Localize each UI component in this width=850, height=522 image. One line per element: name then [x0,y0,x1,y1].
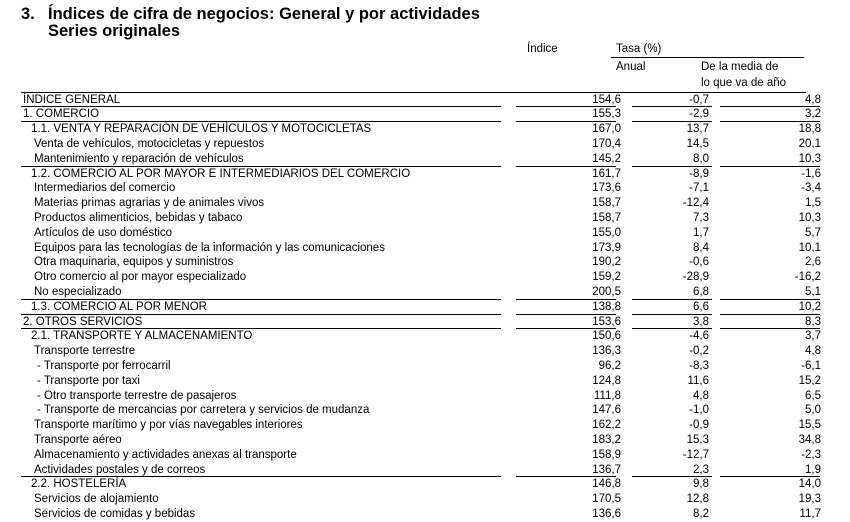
row-label: Transporte aéreo [34,433,122,446]
table-row [21,137,821,152]
row-tasa-media: 8,3 [805,315,821,328]
row-tasa-anual: 14,5 [686,137,709,150]
row-tasa-anual: 4,8 [693,389,709,402]
row-label: Artículos de uso doméstico [34,226,173,239]
row-separator [21,476,501,477]
row-separator [632,166,712,167]
table-row [21,507,821,522]
row-separator [632,106,712,107]
row-label: 2.2. HOSTELERÍA [31,478,127,491]
row-label: Otro comercio al por mayor especializado [34,271,247,284]
row-separator [516,106,616,107]
table-row [21,492,821,507]
row-tasa-anual: 15,3 [686,433,709,446]
row-indice: 154,6 [592,93,621,106]
row-indice: 190,2 [592,256,621,269]
row-label: Transporte marítimo y por vías navegables interiores [34,419,303,432]
row-separator [516,121,616,122]
row-indice: 136,3 [592,345,621,358]
row-tasa-anual: -2,9 [689,108,709,121]
row-separator [516,166,616,167]
row-indice: 153,6 [592,315,621,328]
row-separator [720,314,820,315]
row-label: Venta de vehículos, motocicletas y repuestos [34,137,265,150]
row-tasa-media: 5,1 [805,285,821,298]
row-label: 1.1. VENTA Y REPARACIÓN DE VEHÍCULOS Y MOTOCICLETAS [31,123,372,136]
row-label: 1.2. COMERCIO AL POR MAYOR E INTERMEDIARIOS DEL COMERCIO [31,167,411,180]
row-label: No especializado [34,285,122,298]
table-row [21,122,821,137]
row-tasa-anual: 11,6 [687,374,709,387]
row-indice: 170,5 [592,493,621,506]
row-indice: 150,6 [592,330,621,343]
row-separator [720,299,820,300]
table-subtitle: Series originales [48,22,181,40]
row-label: Productos alimenticios, bebidas y tabaco [34,211,243,224]
header-tasa-rule [611,57,804,58]
row-label: Otra maquinaria, equipos y suministros [34,256,234,269]
header-media-line1: De la media de [701,61,779,73]
row-tasa-anual: 6,8 [693,285,709,298]
row-tasa-anual: -0,9 [689,419,709,432]
row-indice: 158,7 [592,197,621,210]
table-title [21,6,480,23]
row-tasa-anual: 1,7 [693,226,709,239]
row-tasa-anual: -0,7 [689,93,709,106]
row-tasa-anual: 12,8 [686,493,709,506]
table-row [21,167,821,182]
row-indice: 136,7 [592,463,621,476]
row-tasa-anual: 2,3 [693,463,709,476]
row-indice: 161,7 [592,167,621,180]
table-row [21,285,821,300]
row-indice: 145,2 [592,152,621,165]
row-separator [720,328,820,329]
row-indice: 111,8 [593,389,621,402]
row-tasa-media: 10,3 [798,152,821,165]
row-tasa-anual: -1,0 [689,404,709,417]
row-tasa-anual: 7,3 [693,211,709,224]
row-label: Actividades postales y de correos [34,463,206,476]
row-tasa-media: 5,0 [805,404,821,417]
row-tasa-media: -16,2 [794,271,821,284]
row-separator [632,328,712,329]
row-tasa-media: 6,5 [805,389,821,402]
row-separator [21,106,501,107]
row-label: Materias primas agrarias y de animales vivos [34,197,265,210]
row-label: Mantenimiento y reparación de vehículos [34,152,244,165]
row-tasa-anual: 8,0 [693,152,709,165]
header-media-line2: lo que va de año [701,77,787,89]
header-tasa: Tasa (%) [616,43,662,55]
table-row [21,389,821,404]
row-label: 2. OTROS SERVICIOS [23,315,143,328]
table-row [21,241,821,256]
row-separator [632,314,712,315]
row-indice: 136,6 [592,507,621,520]
row-tasa-anual: 8,2 [693,507,709,520]
row-tasa-anual: 9,8 [693,478,709,491]
table-row [21,463,821,478]
table-row [21,107,821,122]
row-tasa-media: -6,1 [801,359,821,372]
row-tasa-anual: -12,7 [682,448,709,461]
row-label: Intermediarios del comercio [34,182,176,195]
row-tasa-media: 3,7 [805,330,821,343]
row-tasa-anual: 6,6 [693,300,709,313]
row-indice: 183,2 [592,433,621,446]
row-tasa-media: 4,8 [805,345,821,358]
row-separator [21,299,501,300]
row-tasa-media: -1,6 [801,167,821,180]
row-label: Servicios de alojamiento [34,493,159,506]
row-label: Equipos para las tecnologías de la información y las comunicaciones [34,241,385,254]
table-row [21,433,821,448]
row-separator [21,121,501,122]
table-row [21,329,821,344]
row-tasa-media: 2,6 [805,256,821,269]
row-tasa-media: -2,3 [801,448,821,461]
row-indice: 158,9 [592,448,621,461]
row-indice: 138,8 [592,300,621,313]
table-row [21,477,821,492]
row-tasa-anual: -28,9 [682,271,709,284]
row-tasa-media: 1,5 [805,197,821,210]
row-tasa-media: 10,3 [798,211,821,224]
row-separator [21,166,501,167]
row-separator [720,166,820,167]
table-row [21,403,821,418]
table-row [21,270,821,285]
row-tasa-media: 1,9 [805,463,821,476]
row-label: Servicios de comidas y bebidas [34,507,196,520]
table-row [21,374,821,389]
row-indice: 124,8 [592,374,621,387]
table-row [21,93,821,108]
row-tasa-media: 18,8 [798,123,821,136]
table-row [21,211,821,226]
row-tasa-media: -3,4 [801,182,821,195]
row-tasa-media: 3,2 [805,108,821,121]
row-label: - Transporte de mercancias por carretera y servicios de mudanza [37,404,370,417]
row-tasa-anual: -8,3 [689,359,709,372]
row-tasa-anual: 8,4 [693,241,709,254]
row-tasa-media: 11,7 [799,507,821,520]
table-row [21,181,821,196]
row-label: Almacenamiento y actividades anexas al transporte [34,448,297,461]
row-label: - Transporte por taxi [37,374,140,387]
row-tasa-media: 10,2 [798,300,821,313]
table-row [21,448,821,463]
row-tasa-media: 15,2 [798,374,821,387]
table-row [21,315,821,330]
row-separator [516,299,616,300]
row-tasa-media: 20,1 [798,137,821,150]
row-separator [720,476,820,477]
row-separator [632,121,712,122]
row-tasa-anual: -0,2 [689,345,709,358]
row-tasa-anual: 13,7 [686,123,709,136]
header-indice: Índice [527,43,558,55]
row-tasa-anual: -0,6 [689,256,709,269]
table-row [21,359,821,374]
row-indice: 96,2 [598,359,621,372]
row-indice: 159,2 [592,271,621,284]
row-label: - Otro transporte terrestre de pasajeros [37,389,237,402]
row-tasa-anual: 3,8 [693,315,709,328]
row-indice: 173,6 [592,182,621,195]
table-row [21,344,821,359]
row-separator [21,328,501,329]
table-row [21,196,821,211]
table-row [21,226,821,241]
row-indice: 170,4 [592,137,621,150]
row-separator [516,476,616,477]
row-separator [720,121,820,122]
row-label: Transporte terrestre [34,345,136,358]
row-separator [720,106,820,107]
row-separator [632,299,712,300]
row-tasa-media: 10,1 [798,241,821,254]
row-label: 1.3. COMERCIO AL POR MENOR [31,300,207,313]
row-indice: 173,9 [592,241,621,254]
row-tasa-anual: -7,1 [689,182,709,195]
row-indice: 158,7 [592,211,621,224]
row-indice: 200,5 [592,285,621,298]
row-tasa-media: 5,7 [805,226,821,239]
row-indice: 155,3 [592,108,621,121]
row-indice: 155,0 [592,226,621,239]
row-separator [516,314,616,315]
row-tasa-media: 15,5 [798,419,821,432]
row-indice: 162,2 [592,419,621,432]
row-label: 2.1. TRANSPORTE Y ALMACENAMIENTO [31,330,253,343]
table-number: 3. [21,5,35,23]
table-row [21,300,821,315]
row-tasa-anual: -8,9 [689,167,709,180]
row-separator [632,476,712,477]
table-row [21,152,821,167]
row-tasa-media: 14,0 [798,478,821,491]
row-tasa-anual: -12,4 [682,197,709,210]
row-separator [516,328,616,329]
row-label: 1. COMERCIO [23,108,100,121]
row-tasa-anual: -4,6 [689,330,709,343]
row-tasa-media: 4,8 [805,93,821,106]
row-tasa-media: 34,8 [798,433,821,446]
header-anual: Anual [616,61,646,73]
row-indice: 146,8 [592,478,621,491]
row-label: ÍNDICE GENERAL [23,93,121,106]
row-indice: 167,0 [592,123,621,136]
row-separator [21,314,501,315]
table-row [21,255,821,270]
table-row [21,418,821,433]
row-label: - Transporte por ferrocarril [37,359,171,372]
row-indice: 147,6 [592,404,621,417]
table-title-text: Índices de cifra de negocios: General y por actividades [48,5,480,23]
row-tasa-media: 19,3 [798,493,821,506]
